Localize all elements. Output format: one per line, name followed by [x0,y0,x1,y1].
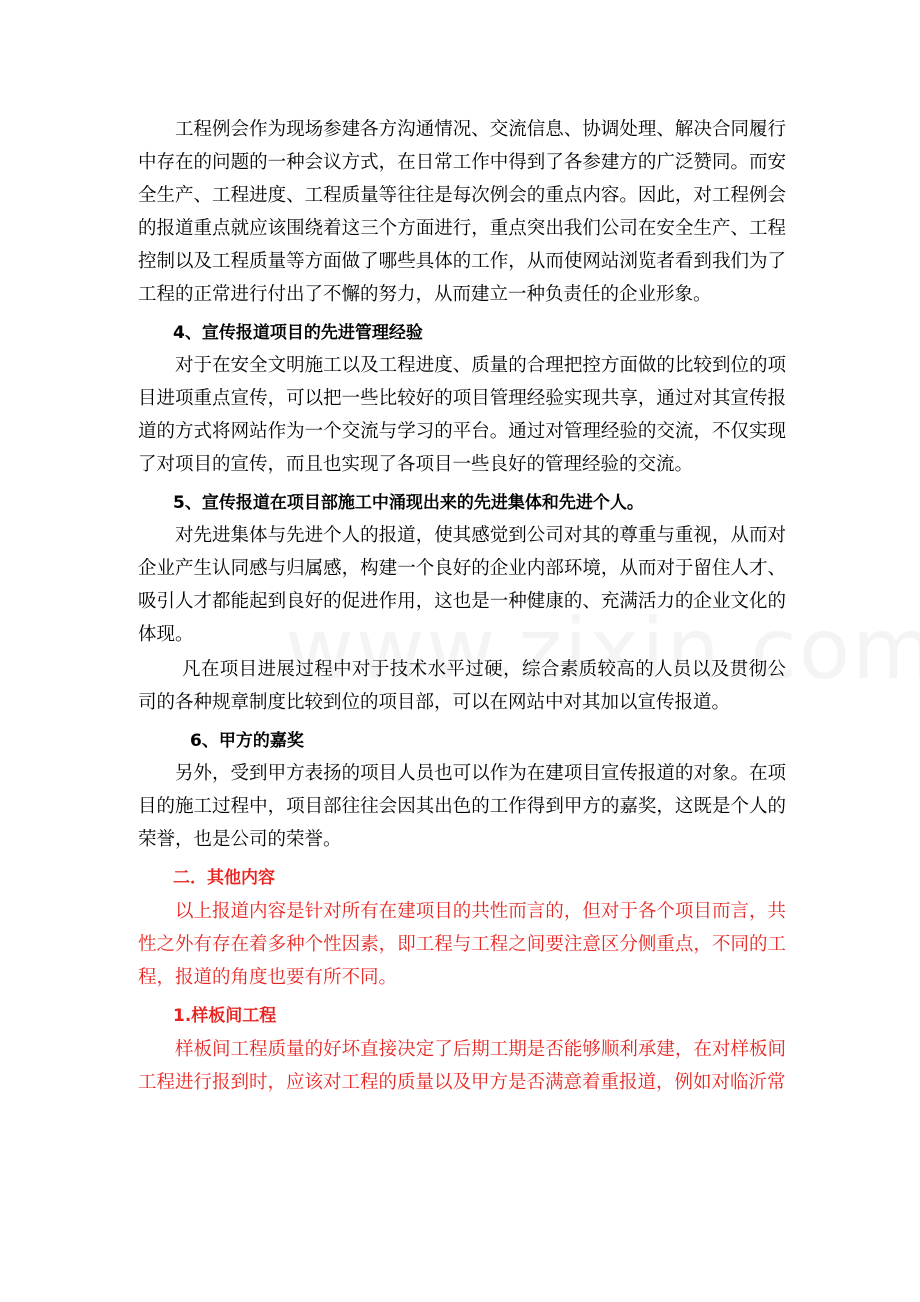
heading-advanced-individuals: 5、宣传报道在项目部施工中涌现出来的先进集体和先进个人。 [173,493,644,513]
paragraph-skilled-personnel: 凡在项目进展过程中对于技术水平过硬，综合素质较高的人员以及贯彻公司的各种规章制度比较到位的项目部，可以在网站中对其加以宣传报道。 [138,659,786,713]
paragraph-advanced-individuals: 对先进集体与先进个人的报道，使其感觉到公司对其的尊重与重视，从而对企业产生认同感与归属感，构建一个良好的企业内部环境，从而对于留住人才、吸引人才都能起到良好的促进作用，这也是一种健康的、充满活力的企业文化的体现。 [138,525,786,645]
heading-other-content: 二．其他内容 [173,868,275,888]
heading-management-experience: 4、宣传报道项目的先进管理经验 [173,323,423,343]
heading-client-award: 6、甲方的嘉奖 [190,731,304,751]
paragraph-meeting-report: 工程例会作为现场参建各方沟通情况、交流信息、协调处理、解决合同履行中存在的问题的一种会议方式，在日常工作中得到了各参建方的广泛赞同。而安全生产、工程进度、工程质量等往往是每次例会的重点内容。因此，对工程例会的报道重点就应该围绕着这三个方面进行，重点突出我们公司在安全生产、工程控制以及工程质量等方面做了哪些具体的工作，从而使网站浏览者看到我们为了工程的正常进行付出了不懈的努力，从而建立一种负责任的企业形象。 [138,119,786,305]
heading-model-room: 1.样板间工程 [173,1006,277,1026]
paragraph-model-room: 样板间工程质量的好坏直接决定了后期工期是否能够顺利承建，在对样板间工程进行报到时，应该对工程的质量以及甲方是否满意着重报道，例如对临沂常 [138,1039,786,1093]
paragraph-client-award: 另外，受到甲方表扬的项目人员也可以作为在建项目宣传报道的对象。在项目的施工过程中，项目部往往会因其出色的工作得到甲方的嘉奖，这既是个人的荣誉，也是公司的荣誉。 [138,763,786,850]
document-body [138,113,786,1099]
paragraph-other-content: 以上报道内容是针对所有在建项目的共性而言的，但对于各个项目而言，共性之外有存在着多种个性因素，即工程与工程之间要注意区分侧重点，不同的工程，报道的角度也要有所不同。 [138,901,786,988]
paragraph-management-experience: 对于在安全文明施工以及工程进度、质量的合理把控方面做的比较到位的项目进项重点宣传，可以把一些比较好的项目管理经验实现共享，通过对其宣传报道的方式将网站作为一个交流与学习的平台。通过对管理经验的交流，不仅实现了对项目的宣传，而且也实现了各项目一些良好的管理经验的交流。 [138,355,786,475]
